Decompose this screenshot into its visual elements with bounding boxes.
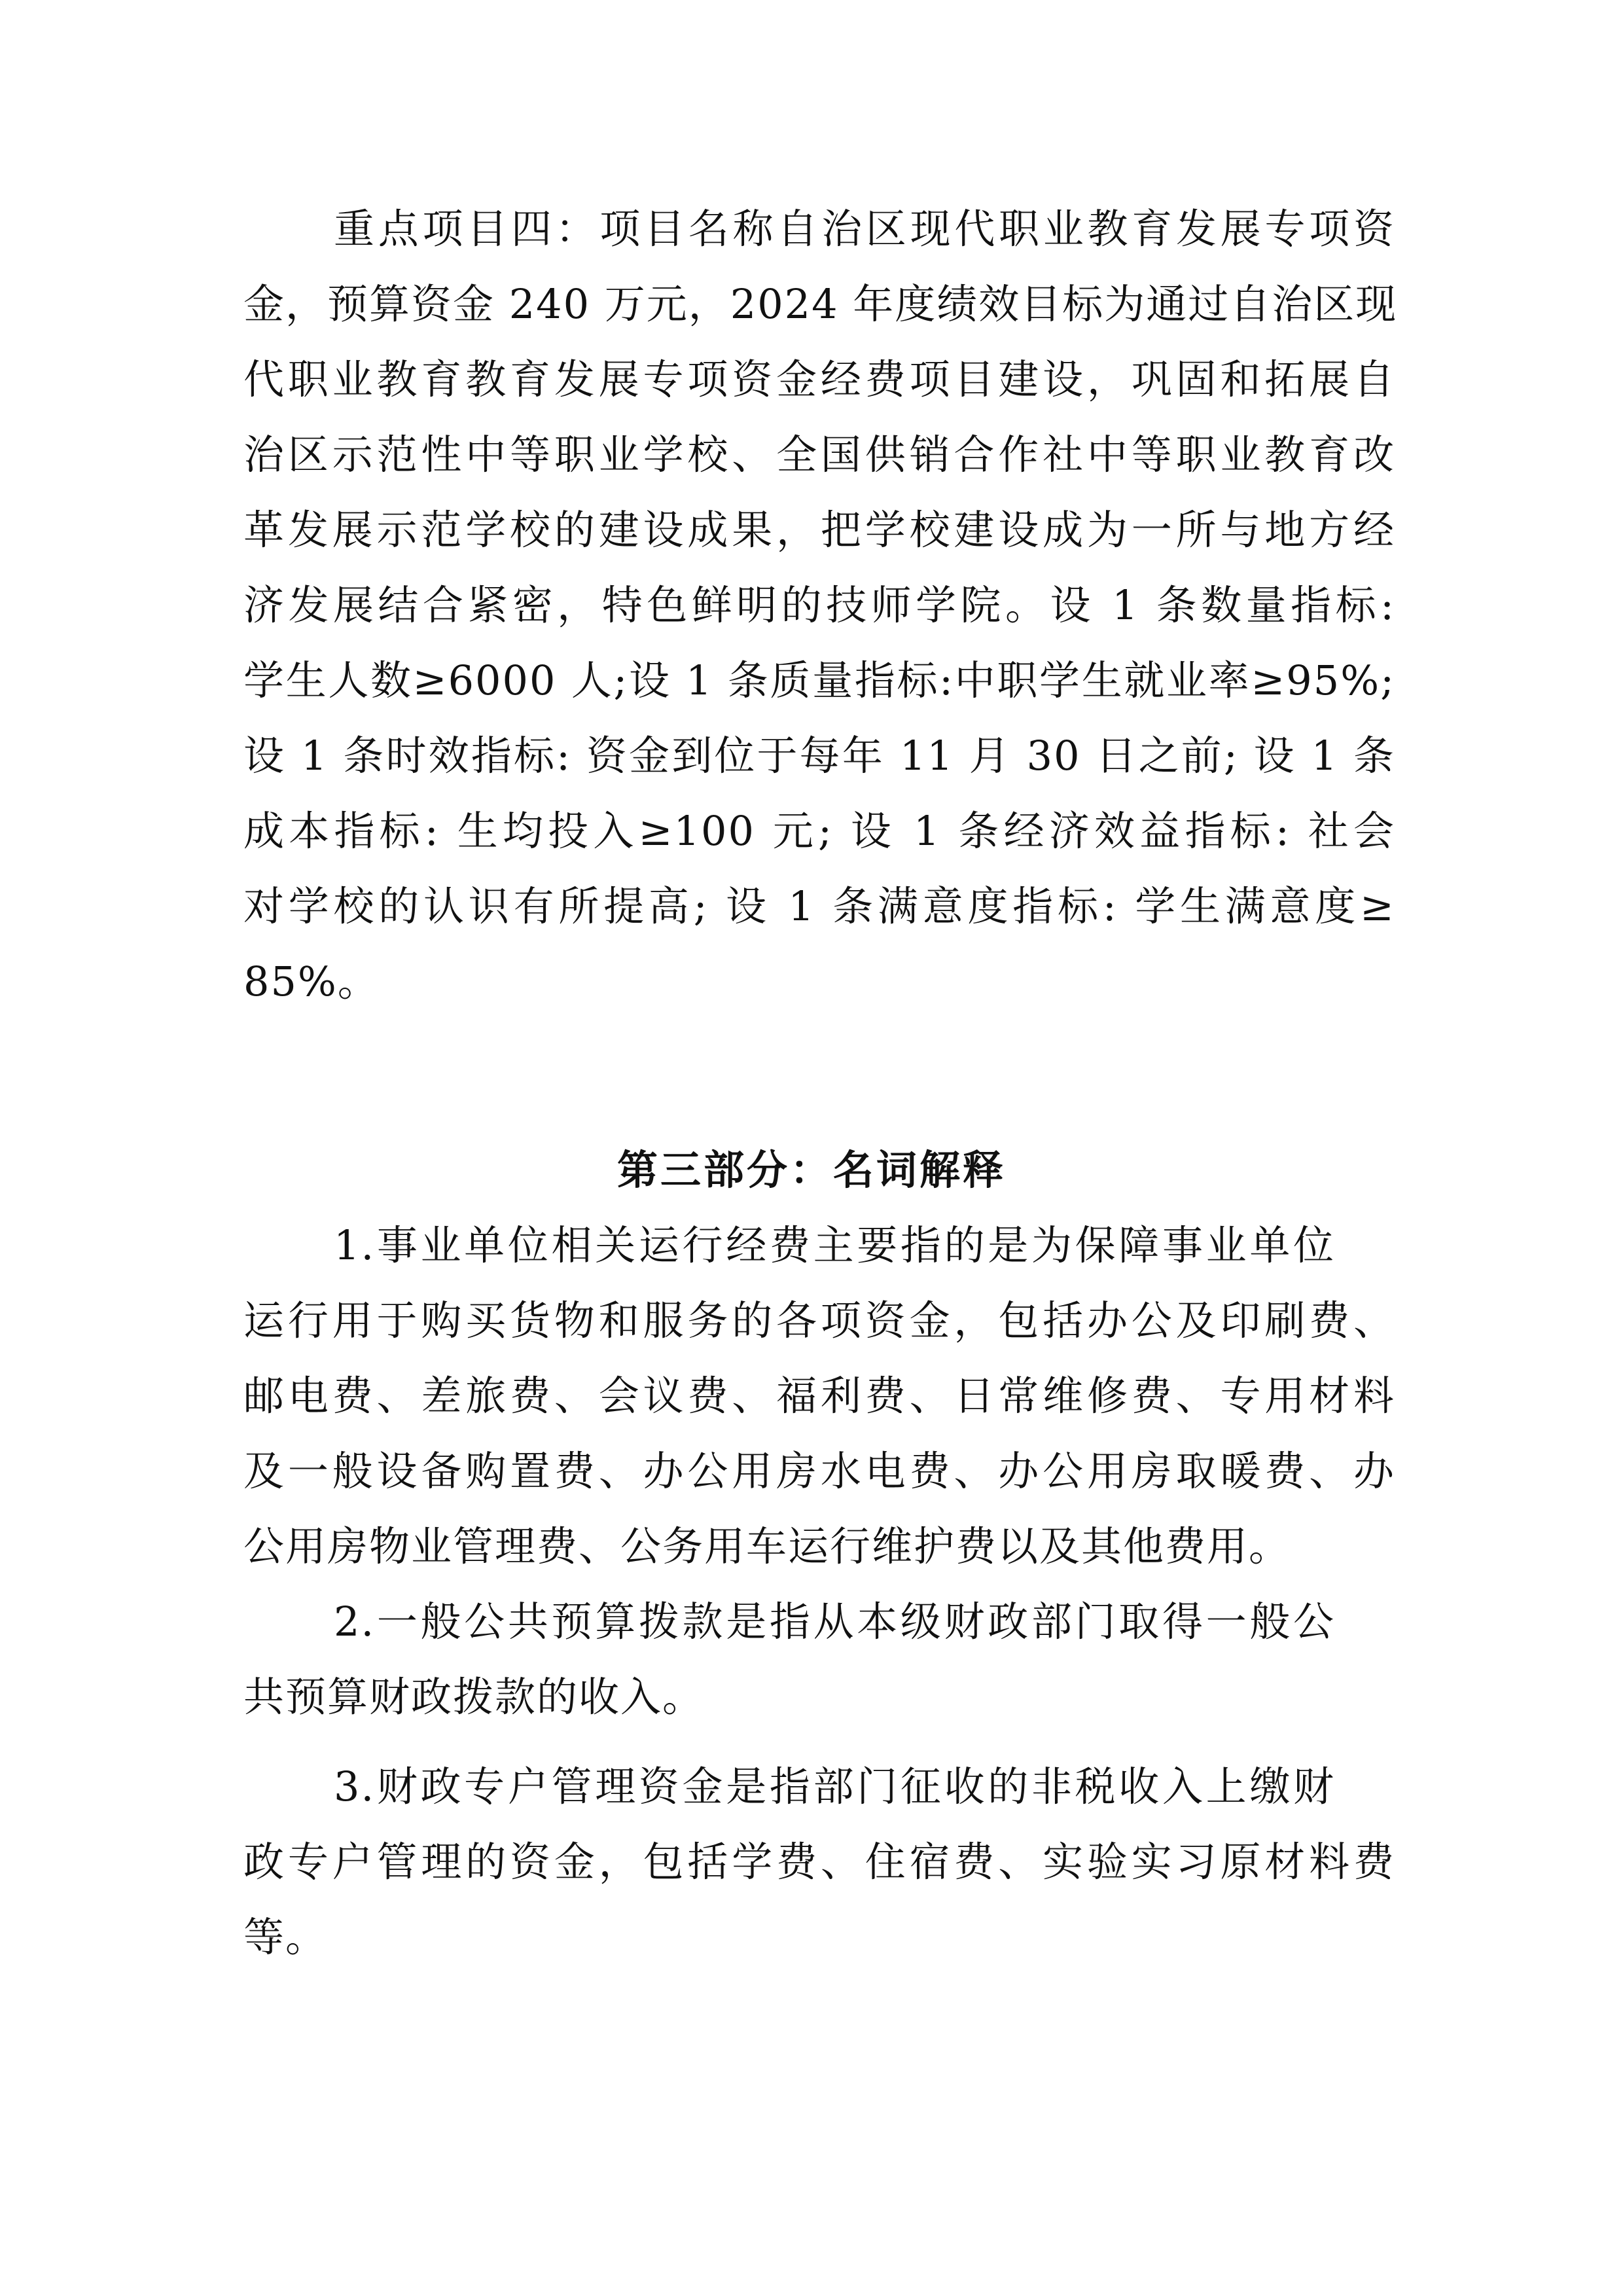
term1-line-5: 公用房物业管理费、公务用车运行维护费以及其他费用。 [243, 1522, 1291, 1570]
project4-line-1: 重点项目四：项目名称自治区现代职业教育发展专项资 [334, 205, 1395, 253]
term1-line-1: 1.事业单位相关运行经费主要指的是为保障事业单位 [334, 1221, 1335, 1269]
project4-line-3: 代职业教育教育发展专项资金经费项目建设，巩固和拓展自 [243, 355, 1395, 403]
term1-line-3: 邮电费、差旅费、会议费、福利费、日常维修费、专用材料 [243, 1372, 1395, 1420]
term3-line-3: 等。 [243, 1913, 328, 1961]
project4-line-10: 对学校的认识有所提高; 设 1 条满意度指标: 学生满意度≥ [243, 882, 1395, 930]
project4-line-2: 金，预算资金 240 万元，2024 年度绩效目标为通过自治区现 [243, 280, 1398, 328]
term1-line-4: 及一般设备购置费、办公用房水电费、办公用房取暖费、办 [243, 1447, 1395, 1495]
section-heading: 第三部分：名词解释 [616, 1146, 1006, 1194]
project4-line-11: 85%。 [243, 958, 380, 1005]
term1-line-2: 运行用于购买货物和服务的各项资金，包括办公及印刷费、 [243, 1297, 1395, 1344]
project4-line-5: 革发展示范学校的建设成果，把学校建设成为一所与地方经 [243, 506, 1395, 554]
project4-line-8: 设 1 条时效指标: 资金到位于每年 11 月 30 日之前; 设 1 条 [243, 732, 1395, 780]
term2-line-1: 2.一般公共预算拨款是指从本级财政部门取得一般公 [334, 1598, 1335, 1645]
project4-line-9: 成本指标: 生均投入≥100 元; 设 1 条经济效益指标: 社会 [243, 807, 1395, 855]
term3-line-1: 3.财政专户管理资金是指部门征收的非税收入上缴财 [334, 1763, 1335, 1810]
project4-line-6: 济发展结合紧密，特色鲜明的技师学院。设 1 条数量指标: [243, 581, 1395, 629]
term3-line-2: 政专户管理的资金，包括学费、住宿费、实验实习原材料费 [243, 1838, 1395, 1886]
term2-line-2: 共预算财政拨款的收入。 [243, 1673, 705, 1721]
project4-line-7: 学生人数≥6000 人;设 1 条质量指标:中职学生就业率≥95%; [243, 656, 1395, 704]
project4-line-4: 治区示范性中等职业学校、全国供销合作社中等职业教育改 [243, 431, 1395, 478]
